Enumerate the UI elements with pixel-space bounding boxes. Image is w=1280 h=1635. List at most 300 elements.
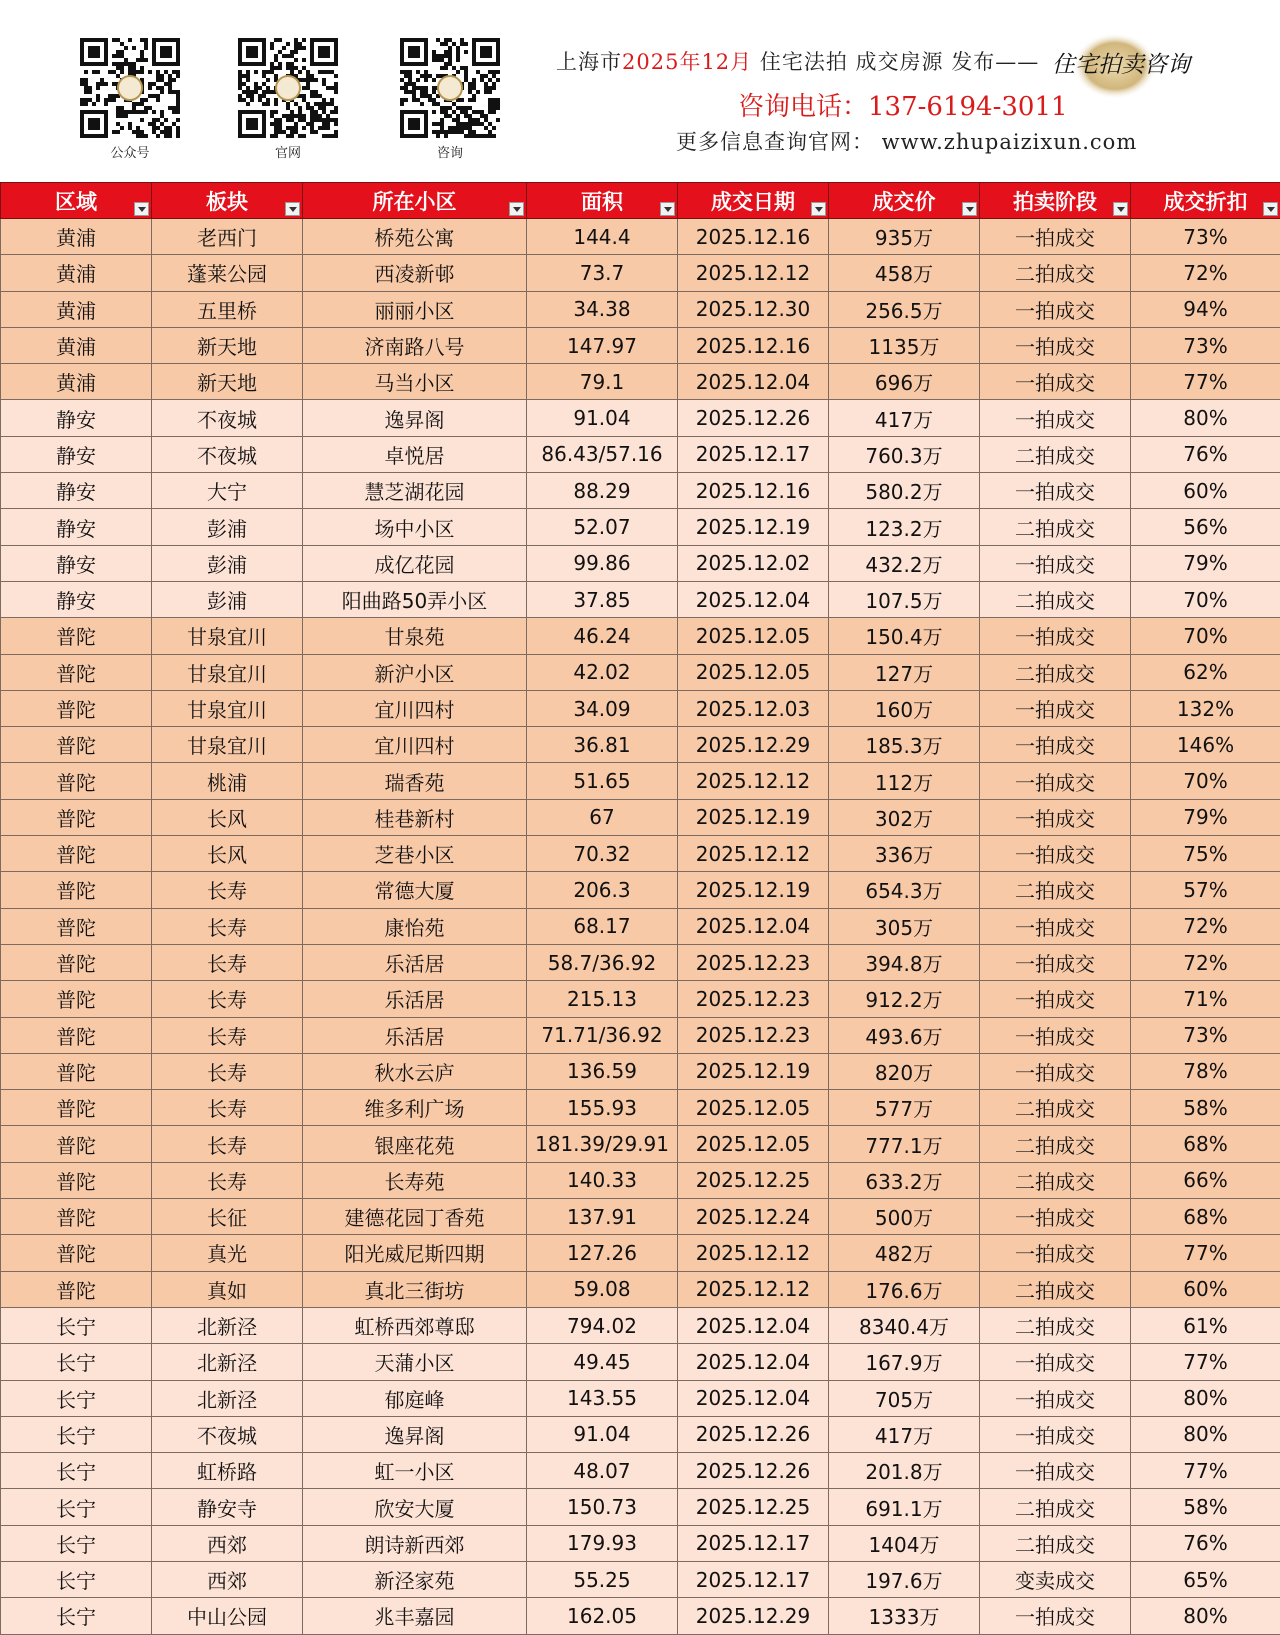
table-cell: 兆丰嘉园 xyxy=(303,1598,527,1634)
table-cell: 一拍成交 xyxy=(980,981,1131,1017)
table-cell: 58% xyxy=(1131,1489,1280,1525)
table-cell: 长寿 xyxy=(152,1162,303,1198)
table-cell: 1333万 xyxy=(829,1598,980,1634)
table-cell: 46.24 xyxy=(527,618,678,654)
table-cell: 162.05 xyxy=(527,1598,678,1634)
table-row xyxy=(1,1017,1280,1053)
table-cell: 394.8万 xyxy=(829,944,980,980)
table-cell: 北新泾 xyxy=(152,1344,303,1380)
table-row xyxy=(1,1416,1280,1452)
table-cell: 普陀 xyxy=(1,654,152,690)
table-cell: 80% xyxy=(1131,1416,1280,1452)
table-row xyxy=(1,799,1280,835)
table-cell: 73% xyxy=(1131,327,1280,363)
table-cell: 127.26 xyxy=(527,1235,678,1271)
table-row xyxy=(1,473,1280,509)
table-cell: 70% xyxy=(1131,618,1280,654)
table-cell: 91.04 xyxy=(527,400,678,436)
table-cell: 一拍成交 xyxy=(980,291,1131,327)
table-cell: 欣安大厦 xyxy=(303,1489,527,1525)
table-cell: 老西门 xyxy=(152,219,303,255)
filter-dropdown-icon[interactable] xyxy=(962,202,977,216)
table-cell: 201.8万 xyxy=(829,1453,980,1489)
table-cell: 一拍成交 xyxy=(980,1598,1131,1634)
column-header-label: 面积 xyxy=(581,189,623,214)
table-cell: 71% xyxy=(1131,981,1280,1017)
table-row xyxy=(1,1307,1280,1343)
column-header xyxy=(303,183,527,219)
column-header-label: 拍卖阶段 xyxy=(1013,189,1097,214)
table-cell: 西郊 xyxy=(152,1525,303,1561)
table-cell: 一拍成交 xyxy=(980,763,1131,799)
table-cell: 68% xyxy=(1131,1199,1280,1235)
table-cell: 76% xyxy=(1131,1525,1280,1561)
table-cell: 一拍成交 xyxy=(980,944,1131,980)
table-cell: 2025.12.02 xyxy=(678,545,829,581)
table-cell: 181.39/29.91 xyxy=(527,1126,678,1162)
table-cell: 一拍成交 xyxy=(980,727,1131,763)
table-cell: 长宁 xyxy=(1,1416,152,1452)
table-cell: 2025.12.05 xyxy=(678,618,829,654)
table-cell: 107.5万 xyxy=(829,581,980,617)
table-cell: 760.3万 xyxy=(829,436,980,472)
table-row xyxy=(1,1126,1280,1162)
table-cell: 80% xyxy=(1131,400,1280,436)
table-cell: 42.02 xyxy=(527,654,678,690)
table-cell: 2025.12.24 xyxy=(678,1199,829,1235)
table-cell: 256.5万 xyxy=(829,291,980,327)
table-cell: 60% xyxy=(1131,473,1280,509)
table-cell: 2025.12.04 xyxy=(678,581,829,617)
table-row xyxy=(1,1162,1280,1198)
table-cell: 长征 xyxy=(152,1199,303,1235)
table-cell: 长寿 xyxy=(152,908,303,944)
table-cell: 185.3万 xyxy=(829,727,980,763)
table-cell: 91.04 xyxy=(527,1416,678,1452)
table-cell: 普陀 xyxy=(1,690,152,726)
table-cell: 长寿苑 xyxy=(303,1162,527,1198)
table-cell: 二拍成交 xyxy=(980,255,1131,291)
table-cell: 2025.12.17 xyxy=(678,1525,829,1561)
table-cell: 176.6万 xyxy=(829,1271,980,1307)
table-cell: 75% xyxy=(1131,836,1280,872)
table-cell: 一拍成交 xyxy=(980,799,1131,835)
table-cell: 2025.12.23 xyxy=(678,981,829,1017)
table-cell: 不夜城 xyxy=(152,1416,303,1452)
table-cell: 静安 xyxy=(1,473,152,509)
table-cell: 二拍成交 xyxy=(980,1090,1131,1126)
table-cell: 真如 xyxy=(152,1271,303,1307)
table-cell: 一拍成交 xyxy=(980,1053,1131,1089)
table-cell: 458万 xyxy=(829,255,980,291)
table-cell: 静安 xyxy=(1,545,152,581)
table-cell: 慧芝湖花园 xyxy=(303,473,527,509)
table-cell: 820万 xyxy=(829,1053,980,1089)
table-cell: 500万 xyxy=(829,1199,980,1235)
table-cell: 2025.12.12 xyxy=(678,1271,829,1307)
table-cell: 633.2万 xyxy=(829,1162,980,1198)
table-row xyxy=(1,545,1280,581)
table-cell: 2025.12.23 xyxy=(678,1017,829,1053)
table-cell: 2025.12.12 xyxy=(678,1235,829,1271)
table-cell: 彭浦 xyxy=(152,581,303,617)
table-row xyxy=(1,1199,1280,1235)
filter-dropdown-icon[interactable] xyxy=(1263,202,1278,216)
table-cell: 71.71/36.92 xyxy=(527,1017,678,1053)
column-header xyxy=(678,183,829,219)
table-cell: 变卖成交 xyxy=(980,1561,1131,1597)
table-cell: 普陀 xyxy=(1,908,152,944)
column-header-label: 区域 xyxy=(55,189,97,214)
table-cell: 普陀 xyxy=(1,944,152,980)
table-cell: 2025.12.16 xyxy=(678,473,829,509)
table-row xyxy=(1,1561,1280,1597)
table-cell: 79% xyxy=(1131,545,1280,581)
table-cell: 179.93 xyxy=(527,1525,678,1561)
table-cell: 长风 xyxy=(152,799,303,835)
table-cell: 甘泉宜川 xyxy=(152,654,303,690)
table-cell: 72% xyxy=(1131,255,1280,291)
table-cell: 一拍成交 xyxy=(980,1199,1131,1235)
table-cell: 2025.12.29 xyxy=(678,727,829,763)
table-cell: 长宁 xyxy=(1,1598,152,1634)
qr-website[interactable] xyxy=(236,38,340,161)
table-cell: 二拍成交 xyxy=(980,872,1131,908)
table-cell: 一拍成交 xyxy=(980,473,1131,509)
table-cell: 140.33 xyxy=(527,1162,678,1198)
table-cell: 88.29 xyxy=(527,473,678,509)
table-cell: 60% xyxy=(1131,1271,1280,1307)
table-cell: 长宁 xyxy=(1,1489,152,1525)
column-header-label: 成交折扣 xyxy=(1163,189,1248,214)
table-cell: 长寿 xyxy=(152,1017,303,1053)
table-cell: 696万 xyxy=(829,364,980,400)
table-cell: 一拍成交 xyxy=(980,400,1131,436)
table-cell: 彭浦 xyxy=(152,545,303,581)
table-row xyxy=(1,327,1280,363)
table-cell: 静安 xyxy=(1,581,152,617)
table-cell: 61% xyxy=(1131,1307,1280,1343)
table-cell: 普陀 xyxy=(1,799,152,835)
table-cell: 197.6万 xyxy=(829,1561,980,1597)
table-cell: 302万 xyxy=(829,799,980,835)
table-cell: 132% xyxy=(1131,690,1280,726)
table-cell: 912.2万 xyxy=(829,981,980,1017)
filter-dropdown-icon[interactable] xyxy=(660,202,675,216)
filter-dropdown-icon[interactable] xyxy=(509,202,524,216)
table-row xyxy=(1,836,1280,872)
auction-table xyxy=(0,182,1280,1635)
table-cell: 芝巷小区 xyxy=(303,836,527,872)
table-cell: 静安 xyxy=(1,509,152,545)
table-cell: 长寿 xyxy=(152,981,303,1017)
table-cell: 68.17 xyxy=(527,908,678,944)
table-cell: 8340.4万 xyxy=(829,1307,980,1343)
table-cell: 73.7 xyxy=(527,255,678,291)
table-cell: 马当小区 xyxy=(303,364,527,400)
table-cell: 72% xyxy=(1131,944,1280,980)
table-cell: 2025.12.17 xyxy=(678,1561,829,1597)
table-cell: 654.3万 xyxy=(829,872,980,908)
table-cell: 建德花园丁香苑 xyxy=(303,1199,527,1235)
website-link[interactable]: 更多信息查询官网： www.zhupaizixun.com xyxy=(676,130,1138,154)
table-row xyxy=(1,1053,1280,1089)
brand-name: 住宅拍卖咨询 xyxy=(1052,52,1190,78)
table-cell: 黄浦 xyxy=(1,291,152,327)
table-row xyxy=(1,255,1280,291)
table-cell: 郁庭峰 xyxy=(303,1380,527,1416)
table-cell: 935万 xyxy=(829,219,980,255)
table-cell: 普陀 xyxy=(1,1235,152,1271)
table-cell: 52.07 xyxy=(527,509,678,545)
table-cell: 长宁 xyxy=(1,1453,152,1489)
column-header xyxy=(1131,183,1280,219)
table-cell: 一拍成交 xyxy=(980,836,1131,872)
table-cell: 2025.12.17 xyxy=(678,436,829,472)
table-row xyxy=(1,364,1280,400)
table-cell: 215.13 xyxy=(527,981,678,1017)
table-cell: 静安寺 xyxy=(152,1489,303,1525)
table-cell: 乐活居 xyxy=(303,944,527,980)
table-cell: 天蒲小区 xyxy=(303,1344,527,1380)
table-cell: 新天地 xyxy=(152,364,303,400)
qr-caption: 咨询 xyxy=(436,146,463,161)
table-cell: 51.65 xyxy=(527,763,678,799)
table-cell: 77% xyxy=(1131,364,1280,400)
table-cell: 66% xyxy=(1131,1162,1280,1198)
table-cell: 瑞香苑 xyxy=(303,763,527,799)
table-cell: 五里桥 xyxy=(152,291,303,327)
table-cell: 580.2万 xyxy=(829,473,980,509)
table-cell: 卓悦居 xyxy=(303,436,527,472)
table-cell: 二拍成交 xyxy=(980,1271,1131,1307)
table-cell: 普陀 xyxy=(1,727,152,763)
table-cell: 160万 xyxy=(829,690,980,726)
table-cell: 2025.12.05 xyxy=(678,1090,829,1126)
table-cell: 36.81 xyxy=(527,727,678,763)
table-row xyxy=(1,436,1280,472)
table-cell: 大宁 xyxy=(152,473,303,509)
table-cell: 55.25 xyxy=(527,1561,678,1597)
table-cell: 长宁 xyxy=(1,1525,152,1561)
table-row xyxy=(1,727,1280,763)
table-cell: 2025.12.30 xyxy=(678,291,829,327)
title-prefix: 上海市 xyxy=(556,50,622,74)
qr-code-icon xyxy=(400,38,500,138)
table-cell: 2025.12.23 xyxy=(678,944,829,980)
table-cell: 482万 xyxy=(829,1235,980,1271)
table-cell: 二拍成交 xyxy=(980,1126,1131,1162)
table-cell: 普陀 xyxy=(1,763,152,799)
table-row xyxy=(1,654,1280,690)
table-cell: 二拍成交 xyxy=(980,1162,1131,1198)
table-cell: 黄浦 xyxy=(1,255,152,291)
table-cell: 86.43/57.16 xyxy=(527,436,678,472)
table-cell: 普陀 xyxy=(1,1271,152,1307)
qr-wechat[interactable] xyxy=(78,38,182,161)
table-cell: 彭浦 xyxy=(152,509,303,545)
qr-code-icon xyxy=(80,38,180,138)
qr-caption: 公众号 xyxy=(110,146,150,161)
table-cell: 普陀 xyxy=(1,1199,152,1235)
table-cell: 普陀 xyxy=(1,618,152,654)
table-cell: 2025.12.26 xyxy=(678,1453,829,1489)
table-cell: 2025.12.12 xyxy=(678,763,829,799)
table-cell: 57% xyxy=(1131,872,1280,908)
phone-number[interactable]: 咨询电话：137-6194-3011 xyxy=(738,92,1068,122)
table-cell: 2025.12.25 xyxy=(678,1489,829,1525)
table-cell: 普陀 xyxy=(1,981,152,1017)
table-cell: 2025.12.05 xyxy=(678,1126,829,1162)
table-cell: 长风 xyxy=(152,836,303,872)
table-cell: 普陀 xyxy=(1,1017,152,1053)
table-cell: 73% xyxy=(1131,219,1280,255)
table-cell: 北新泾 xyxy=(152,1380,303,1416)
table-cell: 常德大厦 xyxy=(303,872,527,908)
table-cell: 普陀 xyxy=(1,836,152,872)
table-cell: 65% xyxy=(1131,1561,1280,1597)
table-cell: 静安 xyxy=(1,436,152,472)
table-cell: 34.09 xyxy=(527,690,678,726)
table-cell: 305万 xyxy=(829,908,980,944)
table-row xyxy=(1,1090,1280,1126)
table-cell: 2025.12.04 xyxy=(678,1344,829,1380)
table-cell: 一拍成交 xyxy=(980,908,1131,944)
table-cell: 长寿 xyxy=(152,872,303,908)
table-cell: 阳曲路50弄小区 xyxy=(303,581,527,617)
table-cell: 场中小区 xyxy=(303,509,527,545)
table-cell: 49.45 xyxy=(527,1344,678,1380)
table-cell: 127万 xyxy=(829,654,980,690)
table-cell: 72% xyxy=(1131,908,1280,944)
table-row xyxy=(1,1525,1280,1561)
table-cell: 长寿 xyxy=(152,1053,303,1089)
table-cell: 长宁 xyxy=(1,1561,152,1597)
table-cell: 真光 xyxy=(152,1235,303,1271)
table-cell: 不夜城 xyxy=(152,436,303,472)
table-row xyxy=(1,1380,1280,1416)
table-cell: 普陀 xyxy=(1,872,152,908)
column-header-label: 所在小区 xyxy=(372,189,457,214)
table-cell: 一拍成交 xyxy=(980,1380,1131,1416)
table-row xyxy=(1,1344,1280,1380)
table-cell: 144.4 xyxy=(527,219,678,255)
table-cell: 146% xyxy=(1131,727,1280,763)
table-cell: 长宁 xyxy=(1,1307,152,1343)
table-cell: 二拍成交 xyxy=(980,1307,1131,1343)
table-cell: 黄浦 xyxy=(1,327,152,363)
table-cell: 宜川四村 xyxy=(303,690,527,726)
table-cell: 2025.12.03 xyxy=(678,690,829,726)
table-cell: 静安 xyxy=(1,400,152,436)
table-cell: 2025.12.12 xyxy=(678,836,829,872)
table-cell: 虹桥路 xyxy=(152,1453,303,1489)
table-cell: 432.2万 xyxy=(829,545,980,581)
table-cell: 67 xyxy=(527,799,678,835)
filter-dropdown-icon[interactable] xyxy=(1113,202,1128,216)
table-cell: 蓬莱公园 xyxy=(152,255,303,291)
table-cell: 143.55 xyxy=(527,1380,678,1416)
table-cell: 77% xyxy=(1131,1344,1280,1380)
table-cell: 桂巷新村 xyxy=(303,799,527,835)
column-header-label: 成交价 xyxy=(872,189,936,214)
table-row xyxy=(1,690,1280,726)
table-cell: 37.85 xyxy=(527,581,678,617)
table-cell: 一拍成交 xyxy=(980,327,1131,363)
table-cell: 真北三街坊 xyxy=(303,1271,527,1307)
table-cell: 一拍成交 xyxy=(980,364,1131,400)
table-cell: 62% xyxy=(1131,654,1280,690)
table-cell: 167.9万 xyxy=(829,1344,980,1380)
table-cell: 甘泉宜川 xyxy=(152,618,303,654)
table-row xyxy=(1,291,1280,327)
table-row xyxy=(1,1598,1280,1634)
table-cell: 417万 xyxy=(829,1416,980,1452)
table-cell: 2025.12.19 xyxy=(678,1053,829,1089)
column-header xyxy=(829,183,980,219)
table-cell: 朗诗新西郊 xyxy=(303,1525,527,1561)
table-cell: 2025.12.25 xyxy=(678,1162,829,1198)
table-cell: 甘泉宜川 xyxy=(152,690,303,726)
table-cell: 二拍成交 xyxy=(980,1489,1131,1525)
table-row xyxy=(1,872,1280,908)
table-cell: 58.7/36.92 xyxy=(527,944,678,980)
table-cell: 维多利广场 xyxy=(303,1090,527,1126)
table-header-row xyxy=(1,183,1280,219)
table-cell: 2025.12.16 xyxy=(678,219,829,255)
table-cell: 77% xyxy=(1131,1235,1280,1271)
table-cell: 94% xyxy=(1131,291,1280,327)
qr-consult[interactable] xyxy=(398,38,502,161)
filter-dropdown-icon[interactable] xyxy=(811,202,826,216)
table-cell: 1135万 xyxy=(829,327,980,363)
table-cell: 2025.12.19 xyxy=(678,872,829,908)
table-cell: 577万 xyxy=(829,1090,980,1126)
table-cell: 北新泾 xyxy=(152,1307,303,1343)
table-cell: 长寿 xyxy=(152,1126,303,1162)
table-cell: 不夜城 xyxy=(152,400,303,436)
table-cell: 逸昇阁 xyxy=(303,400,527,436)
table-body xyxy=(1,219,1280,1635)
table-cell: 99.86 xyxy=(527,545,678,581)
qr-code-icon xyxy=(238,38,338,138)
table-row xyxy=(1,1489,1280,1525)
table-row xyxy=(1,981,1280,1017)
table-cell: 一拍成交 xyxy=(980,1453,1131,1489)
table-row xyxy=(1,944,1280,980)
table-cell: 普陀 xyxy=(1,1090,152,1126)
table-cell: 493.6万 xyxy=(829,1017,980,1053)
table-cell: 逸昇阁 xyxy=(303,1416,527,1452)
table-row xyxy=(1,581,1280,617)
table-cell: 一拍成交 xyxy=(980,1235,1131,1271)
table-cell: 二拍成交 xyxy=(980,581,1131,617)
table-cell: 336万 xyxy=(829,836,980,872)
table-cell: 79.1 xyxy=(527,364,678,400)
table-cell: 新天地 xyxy=(152,327,303,363)
filter-dropdown-icon[interactable] xyxy=(134,202,149,216)
table-cell: 417万 xyxy=(829,400,980,436)
table-cell: 阳光威尼斯四期 xyxy=(303,1235,527,1271)
table-cell: 78% xyxy=(1131,1053,1280,1089)
table-cell: 新泾家苑 xyxy=(303,1561,527,1597)
column-header-label: 成交日期 xyxy=(711,189,795,214)
table-cell: 34.38 xyxy=(527,291,678,327)
table-cell: 二拍成交 xyxy=(980,509,1131,545)
table-cell: 乐活居 xyxy=(303,981,527,1017)
table-cell: 2025.12.04 xyxy=(678,1380,829,1416)
filter-dropdown-icon[interactable] xyxy=(285,202,300,216)
